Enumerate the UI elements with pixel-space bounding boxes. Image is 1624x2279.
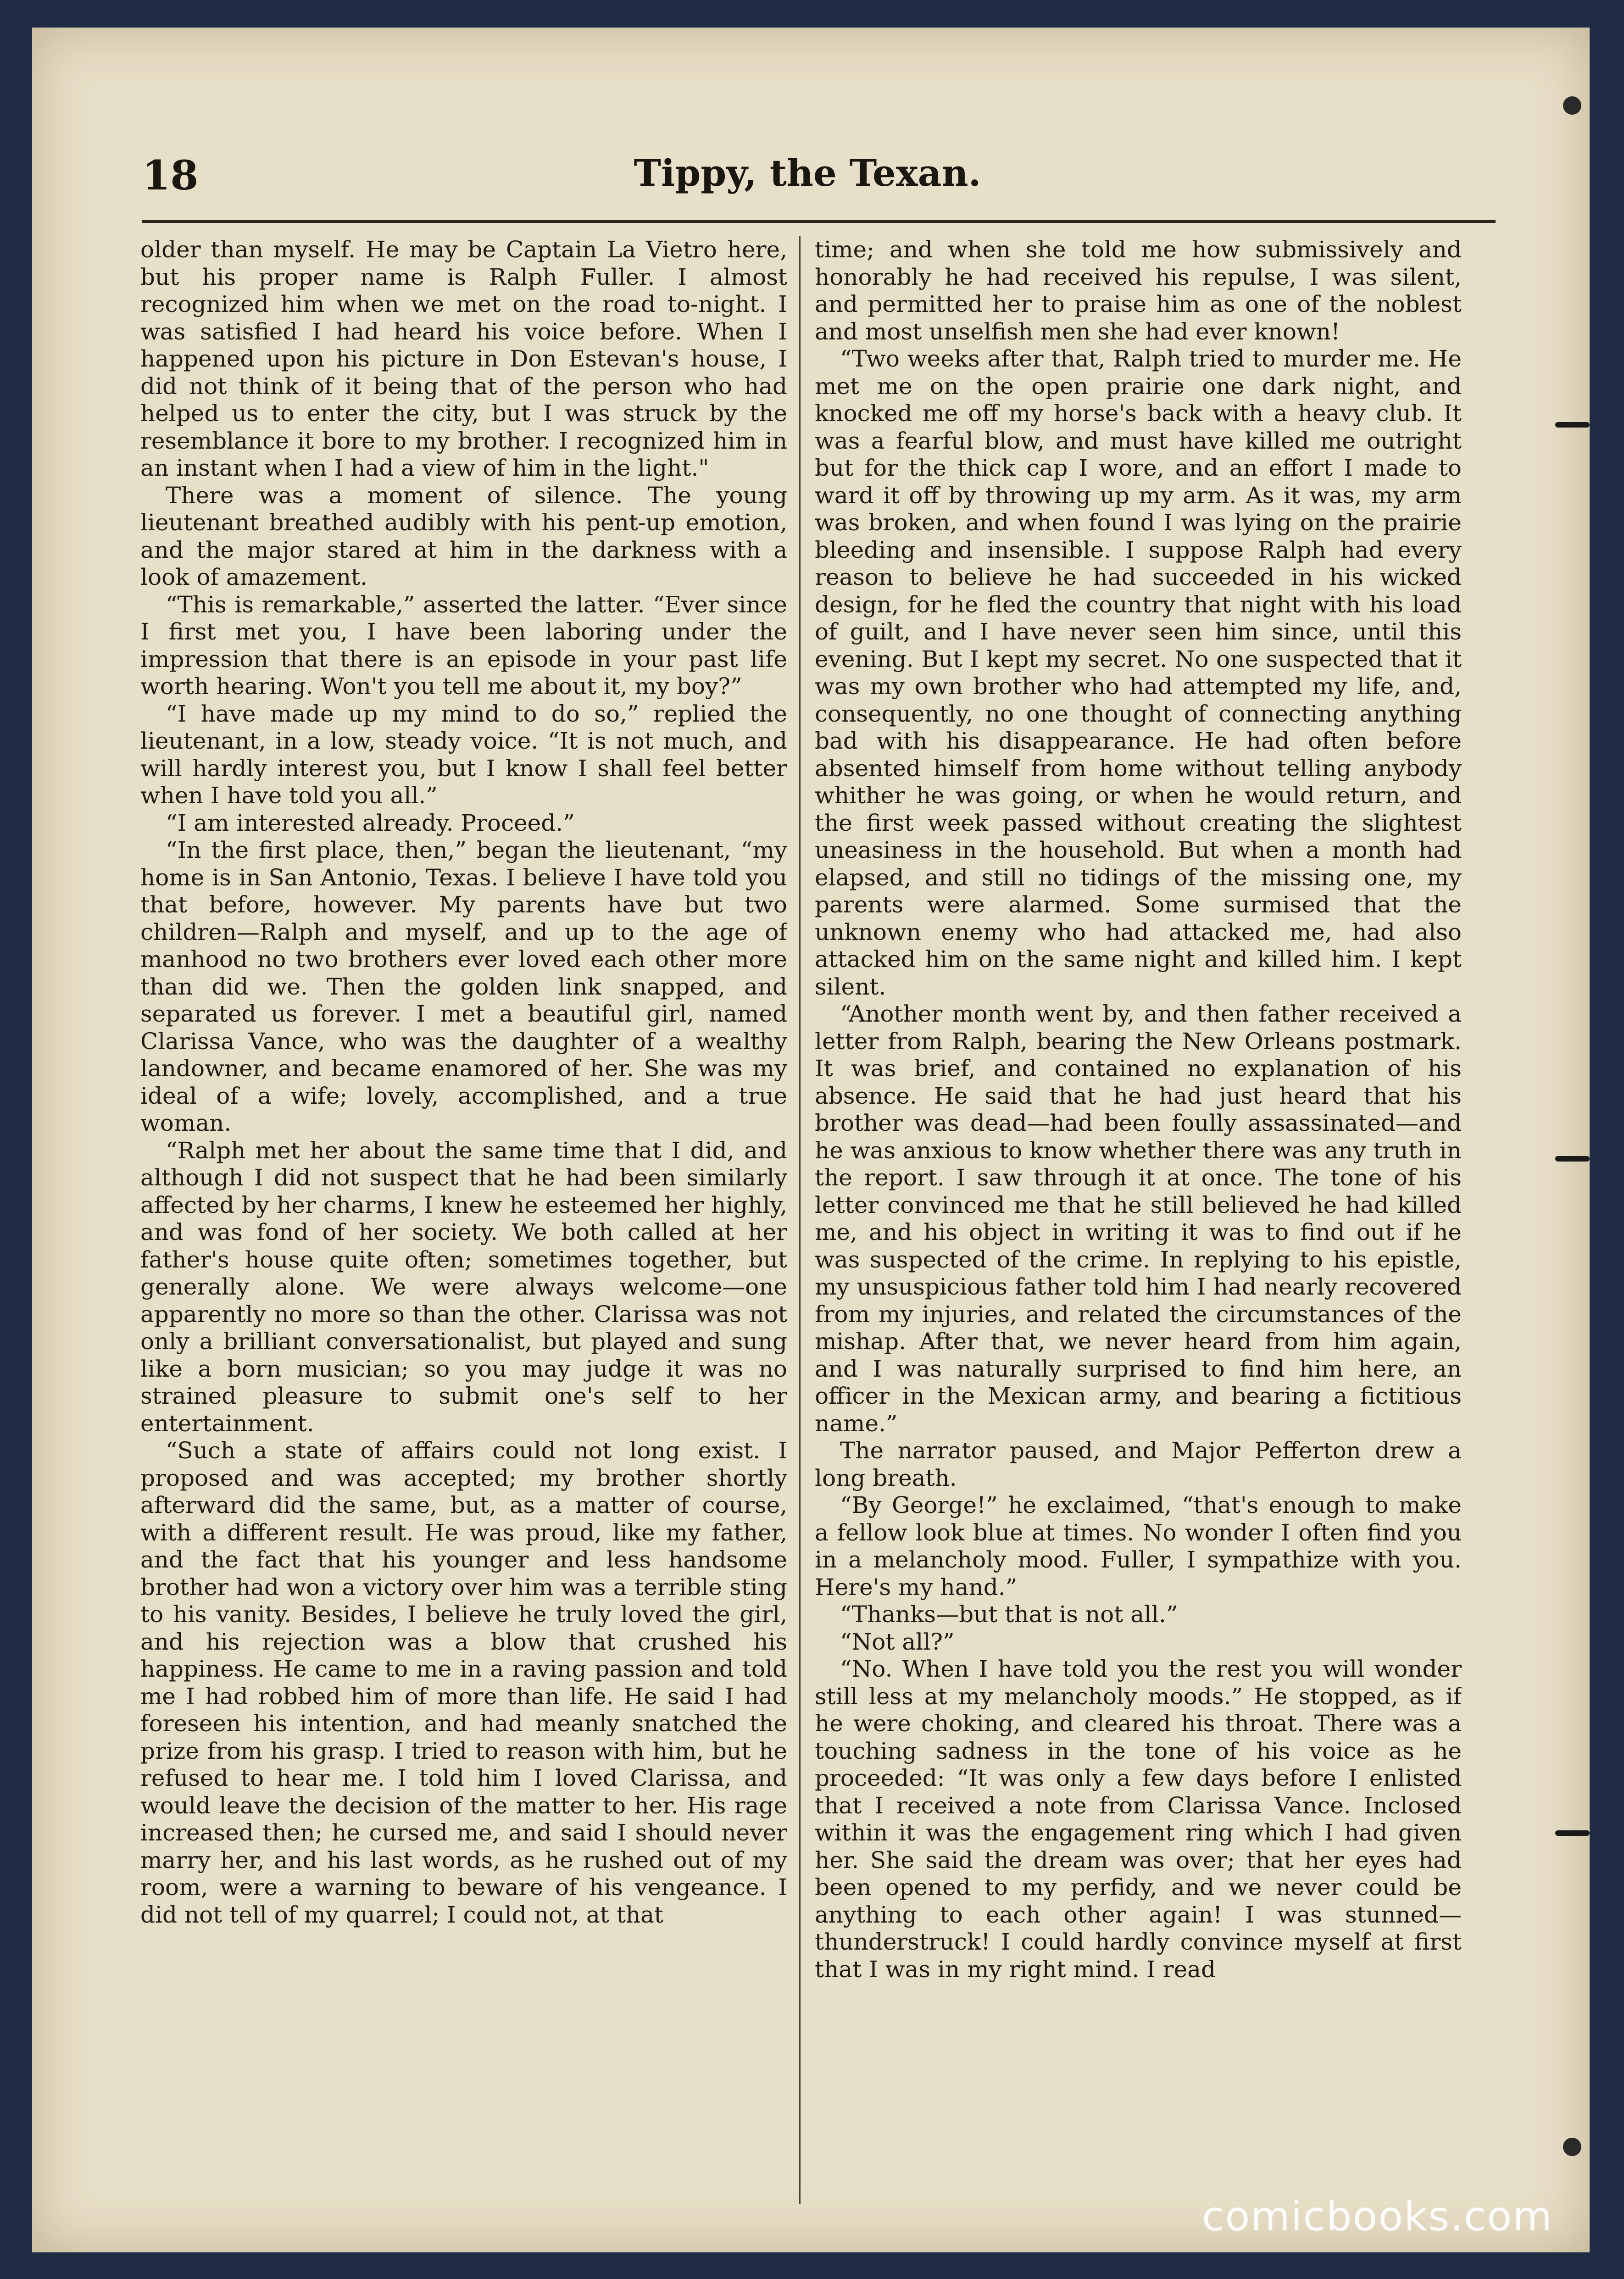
watermark: comicbooks.com (1201, 2193, 1553, 2240)
book-page (32, 28, 1590, 2252)
binding-thread (1555, 422, 1590, 428)
paragraph: time; and when she told me how submissively and honorably he had received his repulse, I was silent, and permitted her to praise him as one of the noblest and most unselfish men she had ever known! (815, 236, 1462, 345)
paragraph: “Not all?” (840, 1628, 955, 1655)
paragraph: “This is remarkable,” asserted the latter. “Ever since I first met you, I have been laboring under the impression that there is an episode in your past life worth hearing. Won't you tell me about it, my boy?” (140, 591, 787, 700)
text-column-left (140, 236, 787, 2223)
binding-hole (1563, 2138, 1581, 2156)
paragraph: “In the first place, then,” began the lieutenant, “my home is in San Antonio, Texas. I believe I have told you that before, however. My parents have but two children—Ralph and myself, and up to the age of manhood no two brothers ever loved each other more than did we. Then the golden link snapped, and separated us forever. I met a beautiful girl, named Clarissa Vance, who was the daughter of a wealthy landowner, and became enamored of her. She was my ideal of a wife; lovely, accomplished, and a true woman. (140, 837, 787, 1136)
paragraph: “I have made up my mind to do so,” replied the lieutenant, in a low, steady voice. “It is not much, and will hardly interest you, but I know I shall feel better when I have told you all.” (140, 700, 787, 809)
paragraph: There was a moment of silence. The young lieutenant breathed audibly with his pent-up emotion, and the major stared at him in the darkness with a look of amazement. (140, 482, 787, 590)
paragraph: The narrator paused, and Major Pefferton drew a long breath. (815, 1437, 1462, 1491)
binding-hole (1563, 96, 1581, 115)
paragraph: “Such a state of affairs could not long exist. I proposed and was accepted; my brother shortly afterward did the same, but, as a matter of course, with a different result. He was proud, like my father, and the fact that his younger and less handsome brother had won a victory over him was a terrible sting to his vanity. Besides, I believe he truly loved the girl, and his rejection was a blow that crushed his happiness. He came to me in a raving passion and told me I had robbed him of more than life. He said I had foreseen his intention, and had meanly snatched the prize from his grasp. I tried to reason with him, but he refused to hear me. I told him I loved Clarissa, and would leave the decision of the matter to her. His rage increased then; he cursed me, and said I should never marry her, and his last words, as he rushed out of my room, were a warning to beware of his vengeance. I did not tell of my quarrel; I could not, at that (140, 1437, 787, 1928)
paragraph: “Two weeks after that, Ralph tried to murder me. He met me on the open prairie one dark night, and knocked me off my horse's back with a heavy club. It was a fearful blow, and must have killed me outright but for the thick cap I wore, and an effort I made to ward it off by throwing up my arm. As it was, my arm was broken, and when found I was lying on the prairie bleeding and insensible. I suppose Ralph had every reason to believe he had succeeded in his wicked design, for he fled the country that night with his load of guilt, and I have never seen him since, until this evening. But I kept my secret. No one suspected that it was my own brother who had attempted my life, and, consequently, no one thought of connecting anything bad with his disappearance. He had often before absented himself from home without telling anybody whither he was going, or when he would return, and the first week passed without creating the slightest uneasiness in the household. But when a month had elapsed, and still no tidings of the missing one, my parents were alarmed. Some surmised that the unknown enemy who had attacked me, had also attacked him on the same night and killed him. I kept silent. (815, 345, 1462, 1000)
running-header (142, 151, 1473, 206)
column-divider (799, 236, 801, 2204)
binding-thread (1555, 1830, 1590, 1836)
paragraph: older than myself. He may be Captain La Vietro here, but his proper name is Ralph Fuller. I almost recognized him when we met on the road to-night. I was satisfied I had heard his voice before. When I happened upon his picture in Don Estevan's house, I did not think of it being that of the person who had helped us to enter the city, but I was struck by the resemblance it bore to my brother. I recognized him in an instant when I had a view of him in the light." (140, 236, 787, 481)
paragraph: “I am interested already. Proceed.” (166, 809, 575, 836)
paragraph: “Ralph met her about the same time that I did, and although I did not suspect that he had been similarly affected by her charms, I knew he esteemed her highly, and was fond of her society. We both called at her father's house quite often; sometimes together, but generally alone. We were always welcome—one apparently no more so than the other. Clarissa was not only a brilliant conversationalist, but played and sung like a born musician; so you may judge it was no strained pleasure to submit one's self to her entertainment. (140, 1137, 787, 1437)
paragraph: “Thanks—but that is not all.” (840, 1601, 1178, 1628)
text-column-right (815, 236, 1462, 2223)
page-number: 18 (142, 151, 199, 199)
book-title: Tippy, the Texan. (634, 151, 981, 195)
paragraph: “By George!” he exclaimed, “that's enough to make a fellow look blue at times. No wonder I often find you in a melancholy mood. Fuller, I sympathize with you. Here's my hand.” (815, 1492, 1462, 1601)
paragraph: “Another month went by, and then father received a letter from Ralph, bearing the New Orleans postmark. It was brief, and contained no explanation of his absence. He said that he had just heard that his brother was dead—had been foully assassinated—and he was anxious to know whether there was any truth in the report. I saw through it at once. The tone of his letter convinced me that he still believed he had killed me, and his object in writing it was to find out if he was suspected of the crime. In replying to his epistle, my unsuspicious father told him I had nearly recovered from my injuries, and related the circumstances of the mishap. After that, we never heard from him again, and I was naturally surprised to find him here, an officer in the Mexican army, and bearing a fictitious name.” (815, 1001, 1462, 1437)
header-rule (142, 220, 1496, 223)
binding-thread (1555, 1156, 1590, 1162)
paragraph: “No. When I have told you the rest you will wonder still less at my melancholy moods.” He stopped, as if he were choking, and cleared his throat. There was a touching sadness in the tone of his voice as he proceeded: “It was only a few days before I enlisted that I received a note from Clarissa Vance. Inclosed within it was the engagement ring which I had given her. She said the dream was over; that her eyes had been opened to my perfidy, and we never could be anything to each other again! I was stunned—thunderstruck! I could hardly convince myself at first that I was in my right mind. I read (815, 1656, 1462, 1983)
